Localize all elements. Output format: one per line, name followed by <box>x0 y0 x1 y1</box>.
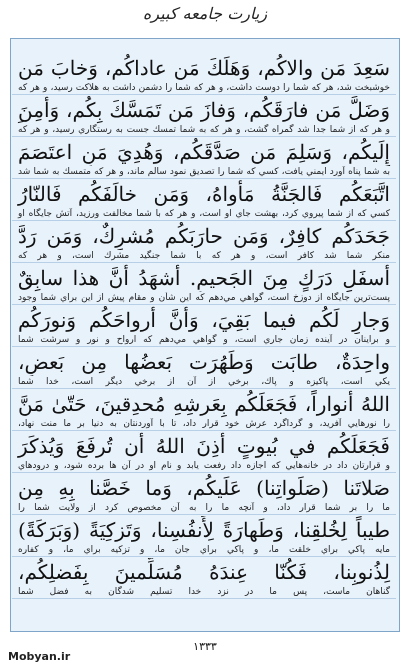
persian-translation-line: پست‌ترين جايگاه از دوزخ است، گواهي مي‌دهم كه اين شأن و مقام پيش از اين براي شما وجود <box>12 292 396 305</box>
arabic-line: واحِدَةٌ، طابَت وَطَهُرَت بَعضُها مِن بَعضٍ، <box>18 350 390 374</box>
persian-translation-line: و قرارتان داد در خانه‌هايي كه اجازه داد رفعت يابد و نام او در آن ها برده شود، و درودهاي <box>12 460 396 473</box>
arabic-line: سَعِدَ مَن والاكُم، وَهَلَكَ مَن عاداكُم، وَخابَ مَن <box>18 56 390 80</box>
arabic-line: أَسفَلِ دَرَكٍ مِنَ الجَحيمِ. أَشهَدُ أَنَّ هذا سابِقٌ <box>18 266 390 290</box>
persian-translation-line: و براينان در آينده زمان جاري است، و گواهي مي‌دهم كه ارواح و نور و سرشت شما <box>12 334 396 347</box>
persian-translation-line: خوشبخت شد، هر كه شما را دوست داشت، و هر كه شما را دشمن داشت به هلاكت رسيد، و هر كه <box>12 82 396 95</box>
persian-translation-line: يكي است، پاكيزه و پاك، برخي از آن از برخي ديگر است، خدا شما <box>12 376 396 389</box>
persian-translation-line: و هر كه از شما جدا شد گمراه گشت، و هر كه به شما تمسك جست به رستگاري رسيد، و هر كه <box>12 124 396 137</box>
persian-translation-line: مايه پاكي براي خلقت ما، و پاكي براي جان ما، و تزكيه براي ما، و كفاره <box>12 544 396 557</box>
arabic-line: طيباً لِخُلقِنا، وَطَهارَةً لِأَنفُسِنا، وَتَزكِيَةً (وَبَرَكَةً) <box>18 518 390 542</box>
site-watermark: Mobyan.ir <box>8 650 71 663</box>
arabic-line: وَضَلَّ مَن فارَقَكُم، وَفازَ مَن تَمَسَّكَ بِكُم، وَأَمِنَ <box>18 98 390 122</box>
arabic-line: وَجارٍ لَكُم فيما بَقِيَ، وَأَنَّ أَرواحَكُم وَنورَكُم <box>18 308 390 332</box>
persian-translation-line: ما را بر شما قرار داد، و آنچه ما را به آن مخصوص كرد از ولايت شما را <box>12 502 396 515</box>
arabic-line: إِلَيكُم، وَسَلِمَ مَن صَدَّقَكُم، وَهُدِيَ مَنِ اعتَصَمَ <box>18 140 390 164</box>
arabic-line: فَجَعَلَكُم في بُيوتٍ أَذِنَ اللهُ أَن تُرفَعَ وَيُذكَرَ <box>18 434 390 458</box>
arabic-line: لِذُنوبِنا، فَكُنّا عِندَهُ مُسَلِّمينَ بِفَضلِكُم، <box>18 560 390 584</box>
arabic-line: صَلاتَنا (صَلَواتِنا) عَلَيكُم، وَما خَصَّنا بِهِ مِن <box>18 476 390 500</box>
text-body <box>12 54 396 600</box>
persian-translation-line: منكر شما شد كافر است، و هر كه با شما جنگيد مشرك است، و هر كه <box>12 250 396 263</box>
page-number: ۱۳۳۳ <box>193 640 217 653</box>
arabic-line: جَحَدَكُم كافِرٌ، وَمَن حارَبَكُم مُشرِكٌ، وَمَن رَدَّ <box>18 224 390 248</box>
arabic-line: اتَّبَعَكُم فَالجَنَّةُ مَأواهُ، وَمَن خالَفَكُم فَالنّارُ <box>18 182 390 206</box>
page-title: زیارت جامعه کبیره <box>142 4 268 23</box>
persian-translation-line: گناهان ماست، پس ما در نزد خدا تسليم شدگان به فضل شما <box>12 586 396 599</box>
arabic-line: اللهُ أَنواراً، فَجَعَلَكُم بِعَرشِهِ مُحدِقينَ، حَتّىٰ مَنَّ <box>18 392 390 416</box>
persian-translation-line: كسي كه از شما پيروي كرد، بهشت جاي او است، و هر كه با شما مخالفت ورزيد، آتش جايگاه او <box>12 208 396 221</box>
persian-translation-line: به شما پناه آورد ايمني يافت، كسي كه شما را تصديق نمود سالم ماند، و هر كه متمسك به شما شد <box>12 166 396 179</box>
persian-translation-line: را نورهايي آفريد، و گرداگرد عرش خود قرار داد، تا با آوردنتان به دنيا بر ما منت نهاد، <box>12 418 396 431</box>
